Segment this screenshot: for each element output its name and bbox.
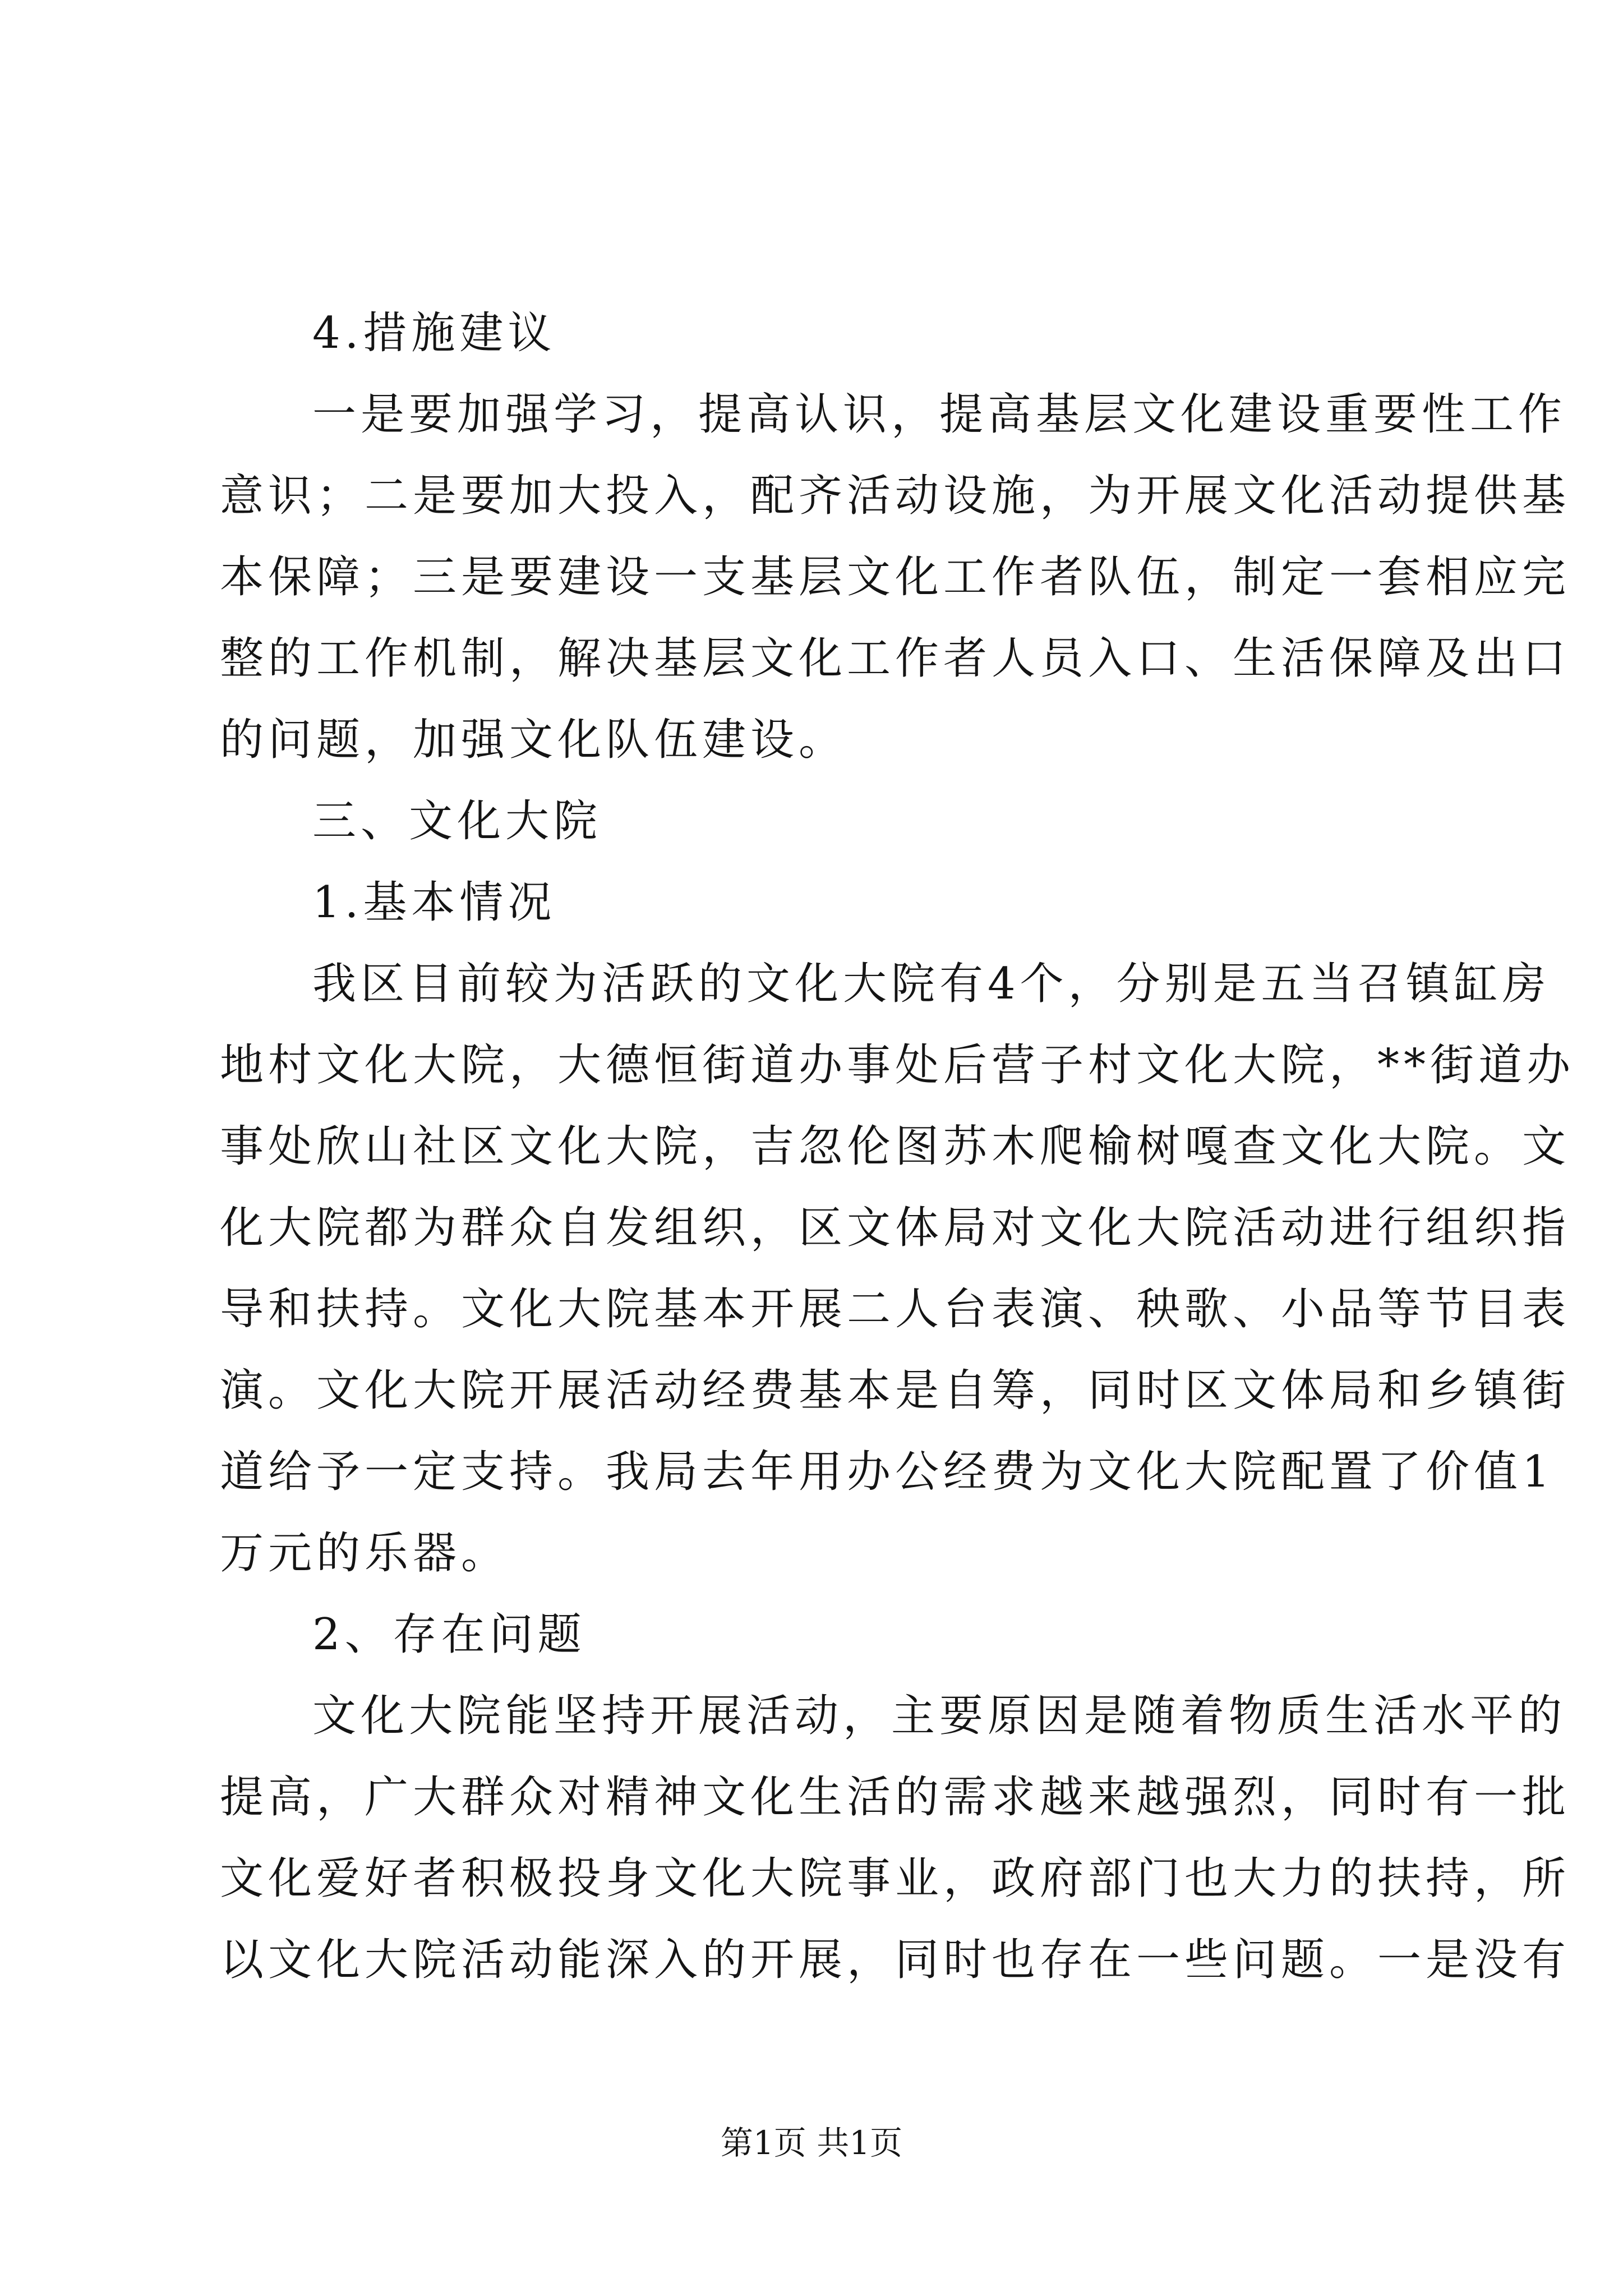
paragraph-line: 以文化大院活动能深入的开展，同时也存在一些问题。一是没有 <box>220 1935 1571 1985</box>
section-heading-measures: 4.措施建议 <box>312 308 556 358</box>
subsection-heading-basic-situation: 1.基本情况 <box>312 877 556 928</box>
paragraph-line: 文化大院能坚持开展活动，主要原因是随着物质生活水平的 <box>312 1691 1567 1741</box>
paragraph-line: 意识；二是要加大投入，配齐活动设施，为开展文化活动提供基 <box>220 471 1571 521</box>
page-footer: 第1页 共1页 <box>720 2124 903 2162</box>
paragraph-line: 化大院都为群众自发组织，区文体局对文化大院活动进行组织指 <box>220 1203 1571 1253</box>
paragraph-line: 万元的乐器。 <box>220 1528 510 1579</box>
paragraph-line: 整的工作机制，解决基层文化工作者人员入口、生活保障及出口 <box>220 633 1571 684</box>
paragraph-line: 演。文化大院开展活动经费基本是自筹，同时区文体局和乡镇街 <box>220 1365 1571 1416</box>
subsection-heading-problems: 2、存在问题 <box>312 1609 586 1660</box>
paragraph-line: 提高，广大群众对精神文化生活的需求越来越强烈，同时有一批 <box>220 1772 1571 1823</box>
paragraph-line: 一是要加强学习，提高认识，提高基层文化建设重要性工作 <box>312 389 1567 440</box>
document-body <box>220 293 1575 2001</box>
paragraph-line: 事处欣山社区文化大院，吉忽伦图苏木爬榆树嘎查文化大院。文 <box>220 1121 1571 1172</box>
paragraph-line: 地村文化大院，大德恒街道办事处后营子村文化大院，**街道办 <box>220 1040 1575 1091</box>
paragraph-line: 的问题，加强文化队伍建设。 <box>220 715 847 765</box>
paragraph-line: 我区目前较为活跃的文化大院有4个，分别是五当召镇缸房 <box>312 959 1551 1009</box>
paragraph-line: 本保障；三是要建设一支基层文化工作者队伍，制定一套相应完 <box>220 552 1571 602</box>
paragraph-line: 道给予一定支持。我局去年用办公经费为文化大院配置了价值1 <box>220 1447 1555 1497</box>
section-heading-culture-courtyard: 三、文化大院 <box>312 796 602 846</box>
paragraph-line: 导和扶持。文化大院基本开展二人台表演、秧歌、小品等节目表 <box>220 1284 1571 1335</box>
paragraph-line: 文化爱好者积极投身文化大院事业，政府部门也大力的扶持，所 <box>220 1853 1571 1904</box>
